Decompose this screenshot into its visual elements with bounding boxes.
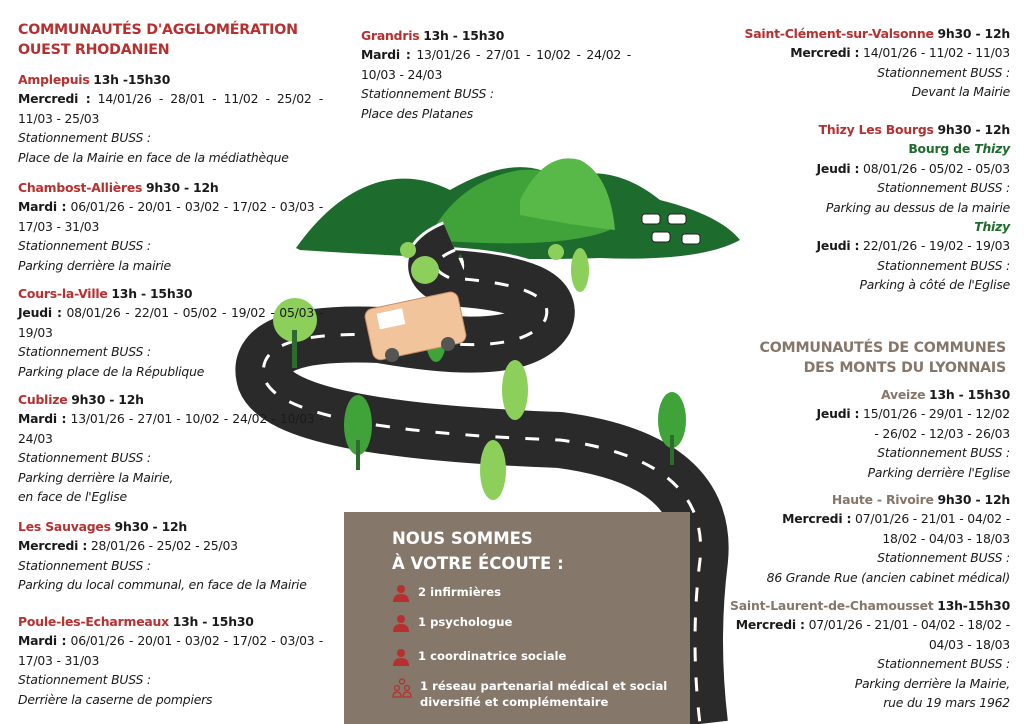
dates: 14/01/26 - 11/02 - 11/03 (863, 45, 1010, 61)
hours: 9h30 - 12h (114, 519, 188, 534)
sub-location (680, 217, 1010, 236)
dates: 06/01/26 - 20/01 - 03/02 - 17/02 - 03/03 - 17/03 - 31/03 (18, 199, 323, 234)
entry-haute-rivoire (680, 490, 1010, 587)
parking-label: Stationnement BUSS : (18, 450, 151, 466)
entry-amplepuis (18, 70, 323, 167)
dates-line (680, 615, 1010, 634)
entry-les-sauvages (18, 517, 323, 595)
day: Mardi : (361, 47, 411, 63)
town-name: Cublize (18, 392, 68, 407)
parking-location: Parking derrière l'Eglise (867, 464, 1010, 480)
parking-location: Parking derrière la Mairie, (854, 675, 1010, 691)
dates-line (18, 536, 323, 555)
entry-title (18, 390, 323, 409)
person-icon (392, 584, 410, 606)
dates: 07/01/26 - 21/01 - 04/02 - 18/02 - (808, 617, 1010, 633)
hours: 9h30 - 12h (145, 180, 219, 195)
dates: 22/01/26 - 19/02 - 19/03 (863, 238, 1010, 254)
town-name: Amplepuis (18, 72, 90, 87)
parking-label: Stationnement BUSS : (877, 656, 1010, 672)
heading-line: DES MONTS DU LYONNAIS (803, 360, 1006, 376)
parking-location: Parking à côté de l'Eglise (859, 277, 1010, 293)
team-item-label: 1 psychologue (418, 615, 513, 629)
heading-line: COMMUNAUTÉS DE COMMUNES (759, 340, 1006, 356)
sub-location-town: Thizy (974, 219, 1010, 235)
parking-location: Parking derrière la Mairie, (18, 469, 174, 485)
day: Mercredi : (782, 511, 852, 527)
team-item-text (420, 678, 667, 710)
day: Mercredi : (735, 617, 805, 633)
entry-saint-laurent-de-chamousset (680, 596, 1010, 712)
town-name: Chambost-Allières (18, 180, 143, 195)
entry-title (18, 70, 323, 89)
team-box (344, 512, 690, 724)
entry-title (18, 284, 323, 303)
hours: 13h - 15h30 (423, 28, 505, 43)
dates-line (18, 409, 323, 448)
dates: 18/02 - 04/03 - 18/03 (882, 530, 1010, 546)
parking-location: Derrière la caserne de pompiers (18, 691, 213, 707)
town-name: Poule-les-Echarmeaux (18, 614, 169, 629)
section-heading-monts-du-lyonnais (676, 338, 1006, 378)
sub-location (680, 139, 1010, 158)
heading-line: OUEST RHODANIEN (18, 42, 170, 58)
sub-location-prefix: Bourg de (908, 141, 971, 157)
dates: 08/01/26 - 22/01 - 05/02 - 19/02 - 05/03 - 19/03 (18, 305, 323, 340)
dates: - 26/02 - 12/03 - 26/03 (874, 425, 1010, 441)
entry-title (680, 120, 1010, 139)
dates: 13/01/26 - 27/01 - 10/02 - 24/02 - 10/03 - 24/03 (361, 47, 631, 82)
parking-location: 86 Grande Rue (ancien cabinet médical) (766, 569, 1010, 585)
team-item-text (418, 614, 512, 636)
entry-aveize (680, 385, 1010, 482)
parking-label: Stationnement BUSS : (877, 445, 1010, 461)
title-line: À VOTRE ÉCOUTE : (392, 554, 564, 573)
hours: 13h -15h30 (93, 72, 171, 87)
dates: 14/01/26 - 28/01 - 11/02 - 25/02 - 11/03 - 25/03 (18, 91, 323, 126)
day: Jeudi : (816, 238, 860, 254)
sub-location-town: Thizy (974, 141, 1010, 157)
dates-line (680, 635, 1010, 654)
team-item (392, 648, 566, 670)
dates-line (680, 159, 1010, 178)
day: Mardi : (18, 411, 67, 427)
parking-location: Parking place de la République (18, 363, 205, 379)
dates: 06/01/26 - 20/01 - 03/02 - 17/02 - 03/03 - 17/03 - 31/03 (18, 633, 323, 668)
hours: 13h - 15h30 (172, 614, 254, 629)
parking-label: Stationnement BUSS : (877, 180, 1010, 196)
team-box-title (392, 526, 564, 576)
entry-title (18, 178, 323, 197)
team-item-text (418, 584, 501, 606)
team-item (392, 584, 501, 606)
dates-line (680, 529, 1010, 548)
parking-label: Stationnement BUSS : (18, 557, 151, 573)
parking-label: Stationnement BUSS : (18, 238, 151, 254)
dates-line (680, 509, 1010, 528)
team-item-label: 1 réseau partenarial médical et social (420, 679, 668, 693)
entry-title (680, 385, 1010, 404)
dates-line (680, 236, 1010, 255)
heading-line: COMMUNAUTÉS D'AGGLOMÉRATION (18, 22, 298, 38)
entry-cublize (18, 390, 323, 506)
dates: 15/01/26 - 29/01 - 12/02 (863, 406, 1010, 422)
entry-chambost-allieres (18, 178, 323, 275)
entry-title (680, 490, 1010, 509)
parking-location: rue du 19 mars 1962 (883, 695, 1010, 711)
team-item (392, 614, 512, 636)
town-name: Saint-Clément-sur-Valsonne (744, 26, 934, 41)
entry-thizy (680, 120, 1010, 295)
dates-line (680, 43, 1010, 62)
hours: 13h - 15h30 (111, 286, 193, 301)
hours: 13h-15h30 (937, 598, 1010, 613)
town-name: Saint-Laurent-de-Chamousset (730, 598, 934, 613)
parking-location: Parking du local communal, en face de la Mairie (18, 577, 307, 593)
parking-label: Stationnement BUSS : (361, 86, 494, 102)
town-name: Thizy Les Bourgs (818, 122, 934, 137)
team-item-text (418, 648, 566, 670)
dates-line (18, 197, 323, 236)
town-name: Grandris (361, 28, 420, 43)
town-name: Cours-la-Ville (18, 286, 108, 301)
entry-title (361, 26, 631, 45)
section-heading-ouest-rhodanien (18, 20, 323, 60)
parking-location: Parking derrière la mairie (18, 257, 171, 273)
entry-title (680, 596, 1010, 615)
parking-location: Devant la Mairie (911, 84, 1010, 100)
dates: 08/01/26 - 05/02 - 05/03 (863, 160, 1010, 176)
entry-title (18, 517, 323, 536)
parking-location: Place des Platanes (361, 105, 474, 121)
parking-label: Stationnement BUSS : (877, 550, 1010, 566)
dates: 07/01/26 - 21/01 - 04/02 - (855, 511, 1010, 527)
day: Mardi : (18, 633, 67, 649)
day: Mercredi : (18, 91, 91, 107)
hours: 9h30 - 12h (937, 492, 1010, 507)
team-item-label: 2 infirmières (418, 585, 502, 599)
hours: 13h - 15h30 (929, 387, 1010, 402)
hours: 9h30 - 12h (937, 122, 1010, 137)
dates: 28/01/26 - 25/02 - 25/03 (90, 538, 238, 554)
day: Mardi : (18, 199, 67, 215)
entry-saint-clement (680, 24, 1010, 102)
entry-title (680, 24, 1010, 43)
day: Jeudi : (816, 406, 860, 422)
parking-label: Stationnement BUSS : (18, 344, 151, 360)
dates: 13/01/26 - 27/01 - 10/02 - 24/02 - 10/03 - 24/03 (18, 411, 323, 446)
day: Jeudi : (816, 160, 860, 176)
entry-poule-les-echarmeaux (18, 612, 323, 709)
dates-line (18, 303, 323, 342)
dates: 04/03 - 18/03 (928, 636, 1010, 652)
day: Mercredi : (790, 45, 860, 61)
parking-location: Place de la Mairie en face de la médiathèque (18, 149, 289, 165)
dates-line (680, 404, 1010, 423)
entry-title (18, 612, 323, 631)
team-item-label: diversifié et complémentaire (420, 695, 609, 709)
hours: 9h30 - 12h (937, 26, 1010, 41)
hills (296, 158, 740, 259)
parking-label: Stationnement BUSS : (18, 130, 151, 146)
dates-line (361, 45, 631, 84)
person-icon (392, 648, 410, 670)
network-icon (392, 678, 412, 710)
parking-label: Stationnement BUSS : (18, 672, 151, 688)
town-name: Les Sauvages (18, 519, 111, 534)
hours: 9h30 - 12h (71, 392, 144, 407)
parking-label: Stationnement BUSS : (877, 257, 1010, 273)
dates-line (18, 89, 323, 128)
dates-line (680, 424, 1010, 443)
town-name: Aveize (881, 387, 926, 402)
town-name: Haute - Rivoire (831, 492, 934, 507)
team-item (392, 678, 667, 710)
dates-line (18, 631, 323, 670)
day: Jeudi : (18, 305, 62, 321)
day: Mercredi : (18, 538, 88, 554)
parking-location: Parking au dessus de la mairie (825, 199, 1010, 215)
entry-cours-la-ville (18, 284, 323, 381)
parking-label: Stationnement BUSS : (877, 64, 1010, 80)
entry-grandris (361, 26, 631, 123)
title-line: NOUS SOMMES (392, 529, 533, 548)
person-icon (392, 614, 410, 636)
team-item-label: 1 coordinatrice sociale (418, 649, 567, 663)
parking-location: en face de l'Eglise (18, 489, 127, 505)
